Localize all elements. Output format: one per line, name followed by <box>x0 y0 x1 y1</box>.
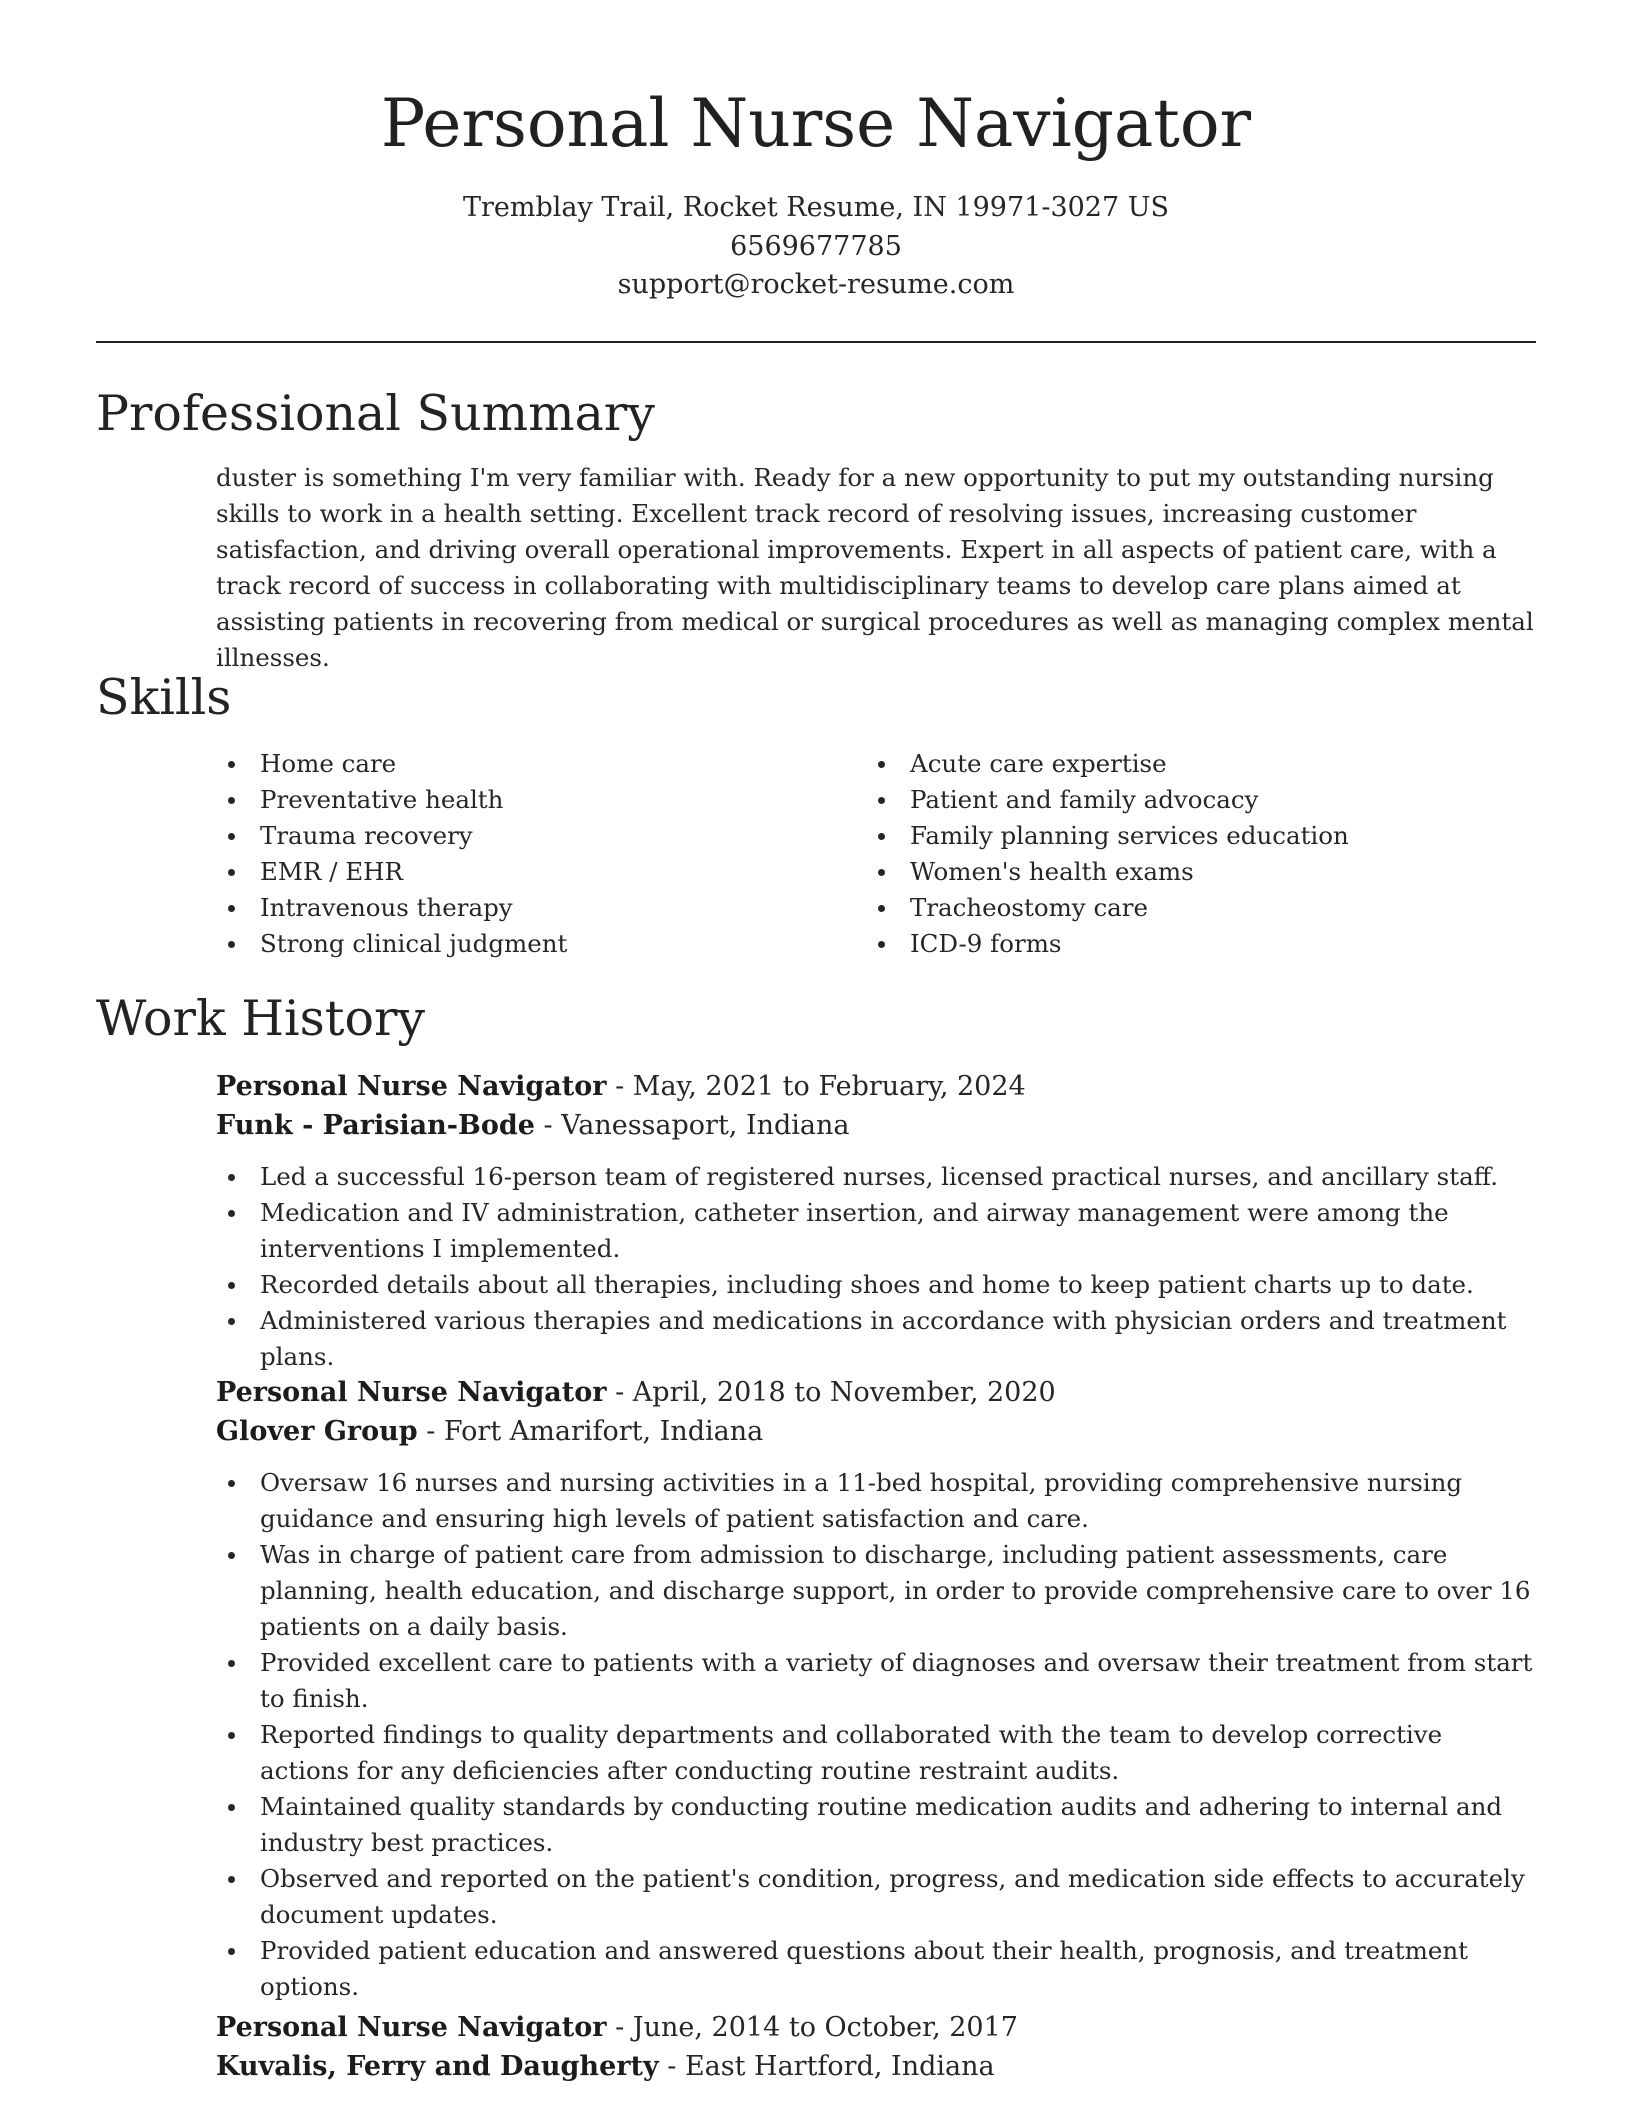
job-separator: - <box>606 1377 633 1408</box>
job-company-line <box>216 1106 1536 1145</box>
job-duty: Oversaw 16 nurses and nursing activities in a 11-bed hospital, providing comprehensive nursing guidance and ensuring high levels of patient satisfaction and care. <box>216 1465 1536 1537</box>
skill-item: Preventative health <box>216 782 856 818</box>
job-dates: April, 2018 to November, 2020 <box>632 1377 1056 1408</box>
candidate-name: Personal Nurse Navigator <box>380 85 1252 162</box>
skill-item: Women's health exams <box>866 854 1536 890</box>
job-duties-list <box>216 1159 1536 1375</box>
skills-column-right <box>866 746 1536 962</box>
job-dates: June, 2014 to October, 2017 <box>632 2012 1018 2043</box>
job-duty: Recorded details about all therapies, including shoes and home to keep patient charts up to date. <box>216 1267 1536 1303</box>
job-duty: Medication and IV administration, catheter insertion, and airway management were among the interventions I implemented. <box>216 1195 1536 1267</box>
skill-item: Home care <box>216 746 856 782</box>
job-duty: Maintained quality standards by conducting routine medication audits and adhering to internal and industry best practices. <box>216 1789 1536 1861</box>
skill-item: Intravenous therapy <box>216 890 856 926</box>
skill-item: Acute care expertise <box>866 746 1536 782</box>
job-position: Personal Nurse Navigator <box>216 1071 607 1102</box>
job-duty: Was in charge of patient care from admission to discharge, including patient assessments, care planning, health education, and discharge support, in order to provide comprehensive care to over 16 patients on a daily basis. <box>216 1537 1536 1645</box>
skill-item: Tracheostomy care <box>866 890 1536 926</box>
job-position: Personal Nurse Navigator <box>216 2012 607 2043</box>
skills-heading: Skills <box>96 669 232 726</box>
job-duty: Reported findings to quality departments and collaborated with the team to develop corrective actions for any deficiencies after conducting routine restraint audits. <box>216 1717 1536 1789</box>
summary-heading: Professional Summary <box>96 385 655 442</box>
job-position: Personal Nurse Navigator <box>216 1377 607 1408</box>
contact-phone: 6569677785 <box>730 231 902 262</box>
job-duty: Provided excellent care to patients with a variety of diagnoses and oversaw their treatment from start to finish. <box>216 1645 1536 1717</box>
job-duty: Administered various therapies and medications in accordance with physician orders and treatment plans. <box>216 1303 1536 1375</box>
job-entry <box>216 1067 1536 1375</box>
job-entry <box>216 2008 1536 2086</box>
contact-email: support@rocket-resume.com <box>617 269 1015 300</box>
job-title-line <box>216 2008 1536 2047</box>
job-separator: - <box>606 1071 633 1102</box>
job-separator: - <box>534 1110 562 1141</box>
skill-item: ICD-9 forms <box>866 926 1536 962</box>
skill-item: Trauma recovery <box>216 818 856 854</box>
skill-item: EMR / EHR <box>216 854 856 890</box>
job-company: Glover Group <box>216 1416 418 1447</box>
skill-item: Strong clinical judgment <box>216 926 856 962</box>
job-dates: May, 2021 to February, 2024 <box>632 1071 1026 1102</box>
job-title-line <box>216 1067 1536 1106</box>
skills-list-right <box>866 746 1536 962</box>
job-title-line <box>216 1373 1536 1412</box>
job-entry <box>216 1373 1536 2005</box>
skills-list-left <box>216 746 856 962</box>
job-duties-list <box>216 1465 1536 2005</box>
contact-address: Tremblay Trail, Rocket Resume, IN 19971-3027 US <box>462 192 1169 223</box>
job-location: East Hartford, Indiana <box>684 2051 995 2082</box>
work-history-heading: Work History <box>96 990 426 1047</box>
job-duty: Observed and reported on the patient's condition, progress, and medication side effects to accurately document updates. <box>216 1861 1536 1933</box>
summary-text: duster is something I'm very familiar with. Ready for a new opportunity to put my outstanding nursing skills to work in a health setting. Excellent track record of resolving issues, increasing customer satisfaction, and driving overall operational improvements. Expert in all aspects of patient care, with a track record of success in collaborating with multidisciplinary teams to develop care plans aimed at assisting patients in recovering from medical or surgical procedures as well as managing complex mental illnesses. <box>216 463 1534 672</box>
job-company-line <box>216 1412 1536 1451</box>
job-separator: - <box>417 1416 444 1447</box>
job-location: Vanessaport, Indiana <box>561 1110 850 1141</box>
header-divider <box>96 341 1536 343</box>
skill-item: Family planning services education <box>866 818 1536 854</box>
job-duty: Provided patient education and answered questions about their health, prognosis, and treatment options. <box>216 1933 1536 2005</box>
skills-column-left <box>216 746 856 962</box>
job-separator: - <box>658 2051 685 2082</box>
skill-item: Patient and family advocacy <box>866 782 1536 818</box>
job-location: Fort Amarifort, Indiana <box>443 1416 764 1447</box>
job-company: Funk - Parisian-Bode <box>216 1110 535 1141</box>
job-duty: Led a successful 16-person team of registered nurses, licensed practical nurses, and ancillary staff. <box>216 1159 1536 1195</box>
job-separator: - <box>606 2012 633 2043</box>
job-company-line <box>216 2047 1536 2086</box>
job-company: Kuvalis, Ferry and Daugherty <box>216 2051 659 2082</box>
